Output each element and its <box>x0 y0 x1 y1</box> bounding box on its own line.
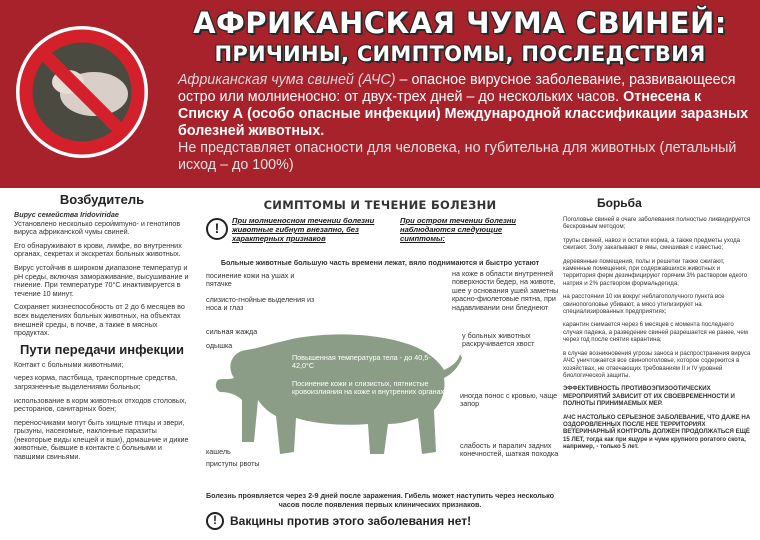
virus-family: Вирус семейства Iridoviridae <box>14 210 119 219</box>
intro-bold: Отнесена к Списку А (особо опасные инфекции) Международной классификации заразных болезней животных. <box>178 89 749 139</box>
incubation-note: Болезнь проявляется через 2-9 дней после заражения. Гибель может наступить через несколько часов после появления первых клинических признаков. <box>205 491 555 509</box>
control-p8: АЧС НАСТОЛЬКО СЕРЬЕЗНОЕ ЗАБОЛЕВАНИЕ, ЧТО ДАЖЕ НА ОЗДОРОВЛЕННЫХ ПОСЛЕ НЕЕ ТЕРРИТОРИЯХ ВЕТЕРИНАРНЫЙ КОНТРОЛЬ ДОЛЖЕН ПРОДОЛЖАТЬСЯ ЕЩЁ 15 ЛЕТ, тогда как при ящуре и чуме крупного рогатого скота, например, - только 5 лет. <box>563 413 751 451</box>
transmission-p2: через корма, пастбища, транспортные средства, загрязненные выделениями больных; <box>14 373 178 391</box>
intro-term: Африканская чума свиней (АЧС) <box>178 72 396 88</box>
transmission-p4: переносчиками могут быть хищные птицы и звери, грызуны, насекомые, наклонные паразиты (некоторые виды клещей и вши), домашние и дикие животные, бывшие в контакте с больными и павшими свиньями. <box>14 417 189 462</box>
symptom-vomit: приступы рвоты <box>206 459 260 468</box>
control-p1: Поголовье свиней в очаге заболевания полностью ликвидируется бескровным методом; <box>563 216 751 231</box>
pathogen-p2: Его обнаруживают в крови, лимфе, во внутренних органах, секретах и экскретах больных животных. <box>14 240 182 259</box>
poster-title: АФРИКАНСКАЯ ЧУМА СВИНЕЙ: <box>193 6 727 40</box>
symptom-nose: слизисто-гнойные выделения из носа и глаз <box>206 295 315 313</box>
transmission-heading: Пути передачи инфекции <box>19 341 185 357</box>
transmission-p3: использование в корм животных отходов столовых, ресторанов, санитарных боен; <box>14 395 187 414</box>
fulminant-course-note: При молниеносном течении болезни животные гибнут внезапно, без характерных признаков <box>232 216 375 243</box>
pig-temperature-label: Повышенная температура тела - до 40,5-42,0°С <box>292 353 431 371</box>
symptom-diarrhea: иногда понос с кровью, чаще запор <box>460 391 558 409</box>
intro-text-2: Не представляет опасности для человека, но губительна для животных (летальный исход – до 100%) <box>178 140 737 173</box>
pathogen-p4: Сохраняет жизнеспособность от 2 до 6 месяцев во всех выделениях больных животных, на объектах внешней среды, в почве, а также в мясных продуктах. <box>14 302 185 338</box>
header-banner <box>0 0 760 188</box>
control-p6: в случае возникновения угрозы заноса и распространения вируса АЧС уничтожается все свинопоголовье, которое содержится в хозяйствах, не отвечающих требованиям II и IV уровней биологической защиты. <box>563 349 751 379</box>
pathogen-p3: Вирус устойчив в широком диапазоне температур и pH среды, включая замораживание, высушивание и гниение. При температуре 70°С инактивируется в течение 10 минут. <box>14 262 189 298</box>
symptom-legs: слабость и паралич задних конечностей, шаткая походка <box>460 441 559 459</box>
left-column <box>14 192 190 467</box>
control-p4: на расстоянии 10 км вокруг неблагополучного пункта все свинопоголовье убивают, а мясо утилизируют на специализированных предприятиях; <box>563 293 725 316</box>
symptom-breath: одышка <box>206 341 233 350</box>
right-column <box>563 192 753 457</box>
control-p7: ЭФФЕКТИВНОСТЬ ПРОТИВОЭПИЗООТИЧЕСКИХ МЕРОПРИЯТИЙ ЗАВИСИТ ОТ ИХ СВОЕВРЕМЕННОСТИ И ПОЛНОТЫ ПРИНИМАЕМЫХ МЕР. <box>563 385 735 408</box>
intro-paragraph <box>178 72 753 174</box>
pathogen-p1: Установлено несколько серои́мmуно- и генотипов вируса африканской чумы свиней. <box>14 218 181 237</box>
control-p3: деревянные помещения, полы и решетки также сжигают, каменные помещения, при содержавшихся животных и территория ферм дезинфицируют горячим 3% раствором едкого натрия и 2% раствором формальдегида; <box>563 257 748 287</box>
exclamation-icon: ! <box>206 512 224 530</box>
control-p2: трупы свиней, навоз и остатки корма, а также предметы ухода сжигают. Золу закапывают в ямы, смешивая с известью; <box>563 236 741 252</box>
symptom-cough: кашель <box>206 447 231 456</box>
acute-course-note: При остром течении болезни наблюдаются следующие симптомы: <box>400 216 517 243</box>
general-symptom: Больные животные большую часть времени лежат, вяло поднимаются и быстро устают <box>220 258 540 267</box>
middle-column <box>200 192 560 540</box>
no-vaccine-warning: Вакцины против этого заболевания нет! <box>230 514 472 528</box>
poster-subtitle: ПРИЧИНЫ, СИМПТОМЫ, ПОСЛЕДСТВИЯ <box>214 42 706 66</box>
course-row <box>204 214 556 246</box>
exclamation-icon: ! <box>206 218 228 240</box>
transmission-text <box>14 361 190 462</box>
control-heading: Борьба <box>597 196 642 210</box>
no-pigs-sign-icon <box>12 22 152 162</box>
intro-text-1: – опасное вирусное заболевание, развивающееся остро или молниеносно: от двух-трех дней – до нескольких часов. <box>178 72 736 105</box>
symptoms-heading: СИМПТОМЫ И ТЕЧЕНИЕ БОЛЕЗНИ <box>263 198 497 212</box>
control-text <box>563 216 753 451</box>
pig-skin-label: Посинение кожи и слизистых, пятнистые кровоизлияния на коже и внутренних органах <box>292 379 445 397</box>
symptom-thirst: сильная жажда <box>206 327 258 336</box>
symptom-skin-spots: на коже в области внутренней поверхности бедер, на животе, шее у основания ушей заметны красно-фиолетовые пятна, при надавливании они бледнеют <box>452 269 559 312</box>
transmission-p1: Контакт с больными животными; <box>14 359 124 369</box>
symptom-ears: посинение кожи на ушах и пятачке <box>206 271 295 289</box>
pathogen-heading: Возбудитель <box>59 192 145 207</box>
pathogen-text <box>14 211 190 338</box>
symptom-tail: у больных животных раскручивается хвост <box>462 331 535 349</box>
control-p5: карантин снимается через 6 месяцев с момента последнего случая падежа, а разведение свиней разрешается не ранее, чем через год после снятия карантина; <box>563 321 748 344</box>
